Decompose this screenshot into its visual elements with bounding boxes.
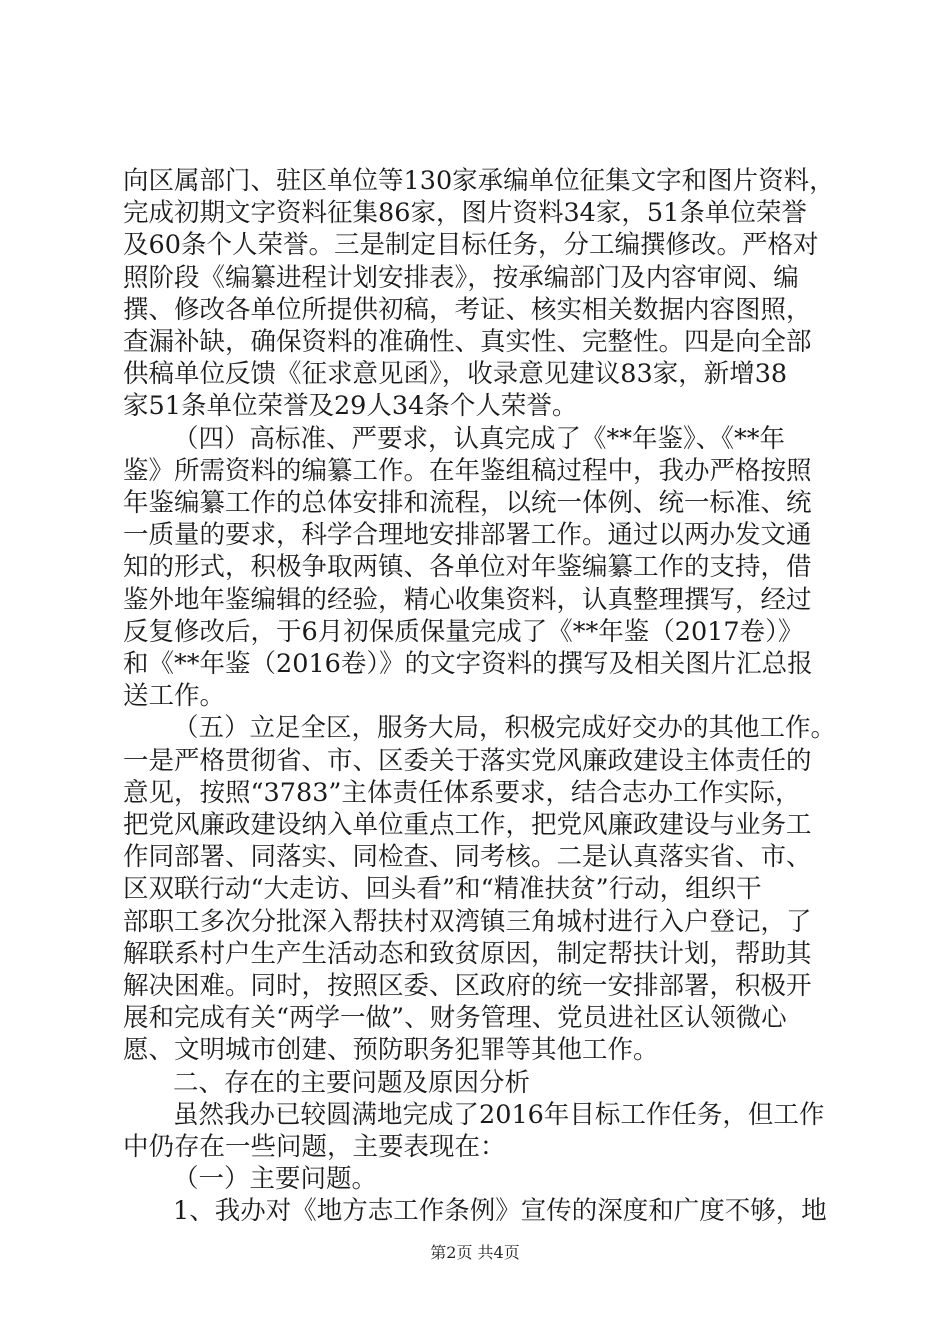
text-line: 1、我办对《地方志工作条例》宣传的深度和广度不够，地 [173, 1196, 827, 1227]
text-line: 部职工多次分批深入帮扶村双湾镇三角城村进行入户登记，了 [123, 906, 812, 937]
text-line: 解联系村户生产生活动态和致贫原因，制定帮扶计划，帮助其 [123, 938, 812, 969]
text-line: 家51条单位荣誉及29人34条个人荣誉。 [123, 391, 578, 422]
text-line: 及60条个人荣誉。三是制定目标任务，分工编撰修改。严格对 [123, 230, 819, 261]
text-line: 年鉴编纂工作的总体安排和流程，以统一体例、统一标准、统 [123, 488, 812, 518]
page-number-footer: 第2页 共4页 [430, 1243, 520, 1262]
text-line: 展和完成有关“两学一做”、财务管理、党员进社区认领微心 [123, 1003, 787, 1034]
text-line: 鉴外地年鉴编辑的经验，精心收集资料，认真整理撰写，经过 [123, 584, 812, 615]
text-line: 作同部署、同落实、同检查、同考核。二是认真落实省、市、 [123, 842, 812, 873]
text-line: 反复修改后，于6月初保质保量完成了《**年鉴（2017卷）》 [123, 616, 804, 647]
text-line: 知的形式，积极争取两镇、各单位对年鉴编纂工作的支持，借 [123, 552, 812, 583]
text-line: 把党风廉政建设纳入单位重点工作，把党风廉政建设与业务工 [123, 810, 812, 840]
text-line: 和《**年鉴（2016卷）》的文字资料的撰写及相关图片汇总报 [123, 649, 813, 679]
text-line: 解决困难。同时，按照区委、区政府的统一安排部署，积极开 [123, 971, 812, 1001]
section-heading: 二、存在的主要问题及原因分析 [173, 1067, 531, 1098]
text-line: 查漏补缺，确保资料的准确性、真实性、完整性。四是向全部 [123, 327, 812, 357]
text-line: 送工作。 [123, 681, 226, 712]
text-line: 供稿单位反馈《征求意见函》，收录意见建议83家，新增38 [123, 359, 788, 390]
text-line: 向区属部门、驻区单位等130家承编单位征集文字和图片资料， [123, 166, 835, 196]
text-line: 意见，按照“3783”主体责任体系要求，结合志办工作实际， [123, 777, 801, 808]
text-line: 中仍存在一些问题，主要表现在： [123, 1132, 506, 1162]
text-line: 虽然我办已较圆满地完成了2016年目标工作任务，但工作 [173, 1099, 825, 1130]
text-line: 照阶段《编纂进程计划安排表》，按承编部门及内容审阅、编 [123, 262, 799, 293]
text-line: 愿、文明城市创建、预防职务犯罪等其他工作。 [123, 1035, 659, 1066]
paragraph-heading-4: （四）高标准、严要求，认真完成了《**年鉴》、《**年 [173, 423, 786, 454]
paragraph-heading-5: （五）立足全区，服务大局，积极完成好交办的其他工作。 [173, 713, 837, 744]
text-line: 撰、修改各单位所提供初稿，考证、核实相关数据内容图照， [123, 294, 812, 325]
text-line: 一是严格贯彻省、市、区委关于落实党风廉政建设主体责任的 [123, 745, 812, 776]
text-line: 完成初期文字资料征集86家，图片资料34家，51条单位荣誉 [123, 198, 807, 229]
text-line: 一质量的要求，科学合理地安排部署工作。通过以两办发文通 [123, 520, 812, 551]
text-line: 鉴》所需资料的编纂工作。在年鉴组稿过程中，我办严格按照 [123, 455, 812, 486]
text-line: 区双联行动“大走访、回头看”和“精准扶贫”行动，组织干 [123, 874, 762, 905]
subsection-heading: （一）主要问题。 [173, 1164, 378, 1195]
